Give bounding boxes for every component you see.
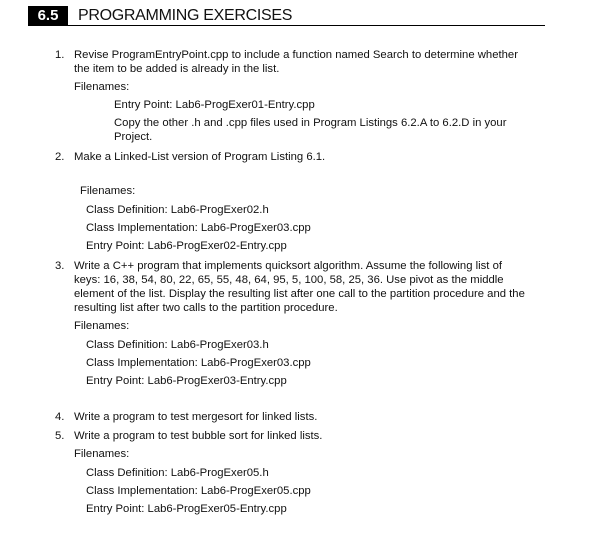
filename-class-implementation: Class Implementation: Lab6-ProgExer03.cpp — [86, 357, 311, 369]
exercise-marker: 4. — [55, 411, 65, 423]
filenames-label: Filenames: — [74, 448, 130, 460]
exercise-text-line: Revise ProgramEntryPoint.cpp to include a function named Search to determine whether — [74, 49, 518, 61]
exercise-text-line: Write a program to test bubble sort for linked lists. — [74, 430, 323, 442]
section-number: 6.5 — [28, 6, 68, 25]
exercise-text-line: Write a program to test mergesort for linked lists. — [74, 411, 318, 423]
note-line: Project. — [114, 131, 153, 143]
exercise-text-line: keys: 16, 38, 54, 80, 22, 65, 55, 48, 64, 95, 5, 100, 58, 25, 36. Use pivot as the middle — [74, 274, 504, 286]
filename-class-definition: Class Definition: Lab6-ProgExer02.h — [86, 204, 269, 216]
filename-class-definition: Class Definition: Lab6-ProgExer03.h — [86, 339, 269, 351]
filename-class-implementation: Class Implementation: Lab6-ProgExer03.cpp — [86, 222, 311, 234]
filename-class-implementation: Class Implementation: Lab6-ProgExer05.cpp — [86, 485, 311, 497]
exercise-text-line: Make a Linked-List version of Program Listing 6.1. — [74, 151, 326, 163]
filename-entry-point: Entry Point: Lab6-ProgExer03-Entry.cpp — [86, 375, 287, 387]
filename-entry-point: Entry Point: Lab6-ProgExer02-Entry.cpp — [86, 240, 287, 252]
exercise-marker: 2. — [55, 151, 65, 163]
filenames-label: Filenames: — [80, 185, 136, 197]
filename-entry-point: Entry Point: Lab6-ProgExer01-Entry.cpp — [114, 99, 315, 111]
filename-entry-point: Entry Point: Lab6-ProgExer05-Entry.cpp — [86, 503, 287, 515]
exercise-marker: 5. — [55, 430, 65, 442]
note-line: Copy the other .h and .cpp files used in Program Listings 6.2.A to 6.2.D in your — [114, 117, 507, 129]
filenames-label: Filenames: — [74, 81, 130, 93]
filename-class-definition: Class Definition: Lab6-ProgExer05.h — [86, 467, 269, 479]
exercise-text-line: Write a C++ program that implements quicksort algorithm. Assume the following list of — [74, 260, 502, 272]
exercise-text-line: resulting list after two calls to the partition procedure. — [74, 302, 338, 314]
section-title: PROGRAMMING EXERCISES — [78, 7, 293, 24]
exercise-marker: 3. — [55, 260, 65, 272]
exercise-marker: 1. — [55, 49, 65, 61]
exercise-text-line: element of the list. Display the resulting list after one call to the partition procedure and the — [74, 288, 525, 300]
section-header — [28, 6, 545, 26]
exercise-text-line: the item to be added is already in the list. — [74, 63, 280, 75]
filenames-label: Filenames: — [74, 320, 130, 332]
